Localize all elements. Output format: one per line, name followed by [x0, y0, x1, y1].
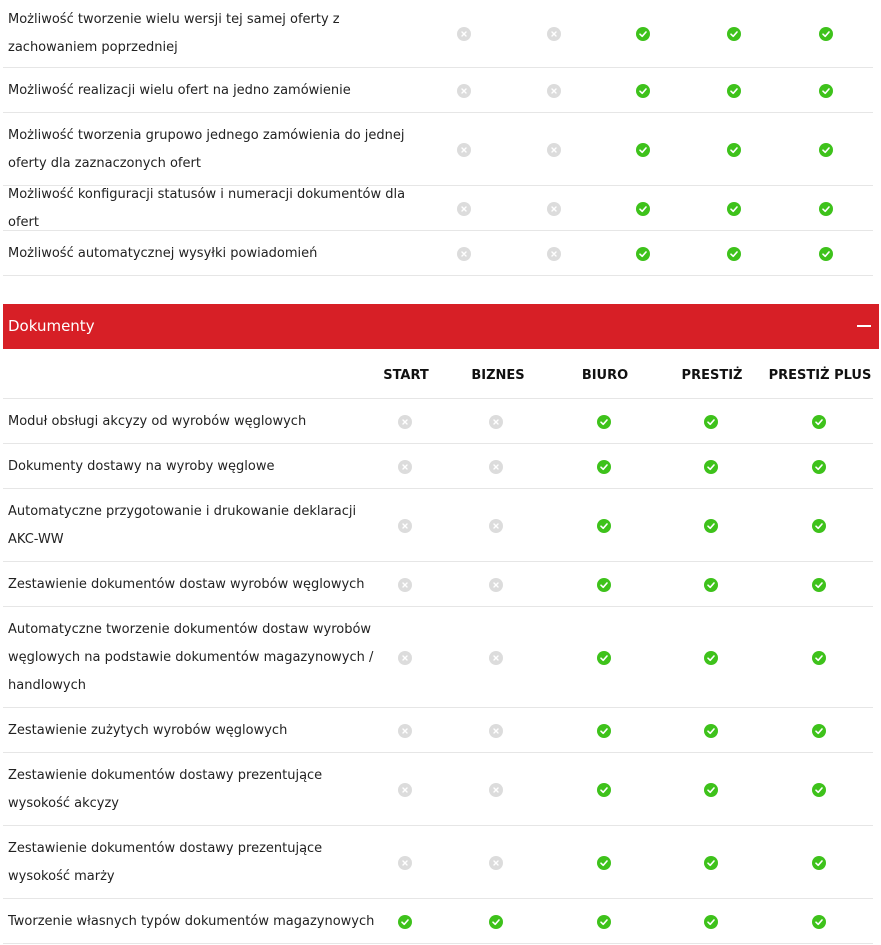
table-row	[3, 826, 873, 899]
check-circle-icon	[812, 519, 826, 533]
check-circle-icon	[812, 856, 826, 870]
plan-column-header: BIZNES	[471, 368, 525, 383]
feature-label: Dokumenty dostawy na wyroby węglowe	[8, 458, 275, 474]
check-circle-icon	[636, 247, 650, 261]
check-circle-icon	[812, 460, 826, 474]
x-circle-icon	[547, 247, 561, 261]
check-circle-icon	[812, 651, 826, 665]
check-circle-icon	[597, 519, 611, 533]
x-circle-icon	[489, 578, 503, 592]
x-circle-icon	[489, 783, 503, 797]
table-row	[3, 231, 873, 276]
check-circle-icon	[819, 143, 833, 157]
feature-label: Możliwość tworzenia grupowo jednego zamówienia do jednej oferty dla zaznaczonych ofert	[8, 127, 405, 171]
check-circle-icon	[597, 856, 611, 870]
plan-column-header: BIURO	[581, 368, 629, 383]
x-circle-icon	[398, 519, 412, 533]
check-circle-icon	[819, 247, 833, 261]
x-circle-icon	[489, 460, 503, 474]
feature-label: Zestawienie dokumentów dostawy prezentujące wysokość marży	[8, 840, 323, 884]
check-circle-icon	[597, 915, 611, 929]
check-circle-icon	[704, 519, 718, 533]
x-circle-icon	[547, 143, 561, 157]
x-circle-icon	[398, 460, 412, 474]
minus-icon[interactable]	[857, 325, 871, 327]
x-circle-icon	[489, 519, 503, 533]
check-circle-icon	[819, 84, 833, 98]
table-row	[3, 444, 873, 489]
feature-label: Możliwość realizacji wielu ofert na jedno zamówienie	[8, 82, 351, 98]
x-circle-icon	[457, 143, 471, 157]
x-circle-icon	[457, 202, 471, 216]
check-circle-icon	[597, 651, 611, 665]
feature-label: Możliwość tworzenie wielu wersji tej samej oferty z zachowaniem poprzedniej	[8, 12, 340, 55]
feature-label: Zestawienie dokumentów dostawy prezentujące wysokość akcyzy	[8, 767, 323, 811]
x-circle-icon	[457, 84, 471, 98]
table-row	[3, 0, 873, 68]
check-circle-icon	[597, 724, 611, 738]
check-circle-icon	[704, 460, 718, 474]
check-circle-icon	[398, 915, 412, 929]
check-circle-icon	[704, 783, 718, 797]
check-circle-icon	[597, 783, 611, 797]
feature-label: Możliwość konfiguracji statusów i numeracji dokumentów dla ofert	[8, 186, 406, 230]
x-circle-icon	[489, 856, 503, 870]
table-row	[3, 399, 873, 444]
section-title: Dokumenty	[8, 317, 95, 335]
check-circle-icon	[727, 27, 741, 41]
plan-column-header: START	[383, 368, 429, 383]
feature-label: Możliwość automatycznej wysyłki powiadomień	[8, 245, 318, 261]
x-circle-icon	[547, 27, 561, 41]
check-circle-icon	[819, 202, 833, 216]
x-circle-icon	[398, 578, 412, 592]
x-circle-icon	[457, 27, 471, 41]
section-header-documents[interactable]	[3, 304, 879, 349]
check-circle-icon	[636, 202, 650, 216]
check-circle-icon	[812, 415, 826, 429]
x-circle-icon	[398, 651, 412, 665]
check-circle-icon	[597, 460, 611, 474]
feature-label: Moduł obsługi akcyzy od wyrobów węglowych	[8, 413, 307, 429]
check-circle-icon	[636, 143, 650, 157]
x-circle-icon	[547, 202, 561, 216]
table-row	[3, 68, 873, 113]
table-row	[3, 899, 873, 944]
check-circle-icon	[727, 143, 741, 157]
check-circle-icon	[597, 578, 611, 592]
x-circle-icon	[398, 724, 412, 738]
check-circle-icon	[597, 415, 611, 429]
check-circle-icon	[704, 578, 718, 592]
check-circle-icon	[727, 84, 741, 98]
check-circle-icon	[704, 724, 718, 738]
plan-column-header: PRESTIŻ	[681, 368, 743, 383]
feature-label: Automatyczne przygotowanie i drukowanie deklaracji AKC-WW	[8, 503, 357, 547]
plan-column-header: PRESTIŻ PLUS	[768, 368, 872, 383]
table-row	[3, 562, 873, 607]
check-circle-icon	[489, 915, 503, 929]
feature-label: Zestawienie zużytych wyrobów węglowych	[8, 722, 288, 738]
check-circle-icon	[704, 415, 718, 429]
table-row	[3, 186, 873, 231]
check-circle-icon	[727, 202, 741, 216]
check-circle-icon	[812, 724, 826, 738]
header-row-divider	[3, 349, 873, 399]
x-circle-icon	[547, 84, 561, 98]
table-row	[3, 113, 873, 186]
check-circle-icon	[704, 651, 718, 665]
table-row	[3, 708, 873, 753]
check-circle-icon	[727, 247, 741, 261]
feature-label: Zestawienie dokumentów dostaw wyrobów węglowych	[8, 576, 365, 592]
check-circle-icon	[704, 915, 718, 929]
table-row	[3, 753, 873, 826]
x-circle-icon	[489, 651, 503, 665]
table-row	[3, 607, 873, 708]
x-circle-icon	[457, 247, 471, 261]
check-circle-icon	[636, 84, 650, 98]
check-circle-icon	[636, 27, 650, 41]
check-circle-icon	[704, 856, 718, 870]
check-circle-icon	[819, 27, 833, 41]
x-circle-icon	[398, 856, 412, 870]
x-circle-icon	[489, 724, 503, 738]
x-circle-icon	[398, 783, 412, 797]
check-circle-icon	[812, 783, 826, 797]
feature-label: Automatyczne tworzenie dokumentów dostaw wyrobów węglowych na podstawie dokumentów magazynowych / handlowych	[8, 621, 374, 693]
table-row	[3, 489, 873, 562]
x-circle-icon	[489, 415, 503, 429]
check-circle-icon	[812, 915, 826, 929]
check-circle-icon	[812, 578, 826, 592]
x-circle-icon	[398, 415, 412, 429]
feature-label: Tworzenie własnych typów dokumentów magazynowych	[8, 913, 375, 929]
